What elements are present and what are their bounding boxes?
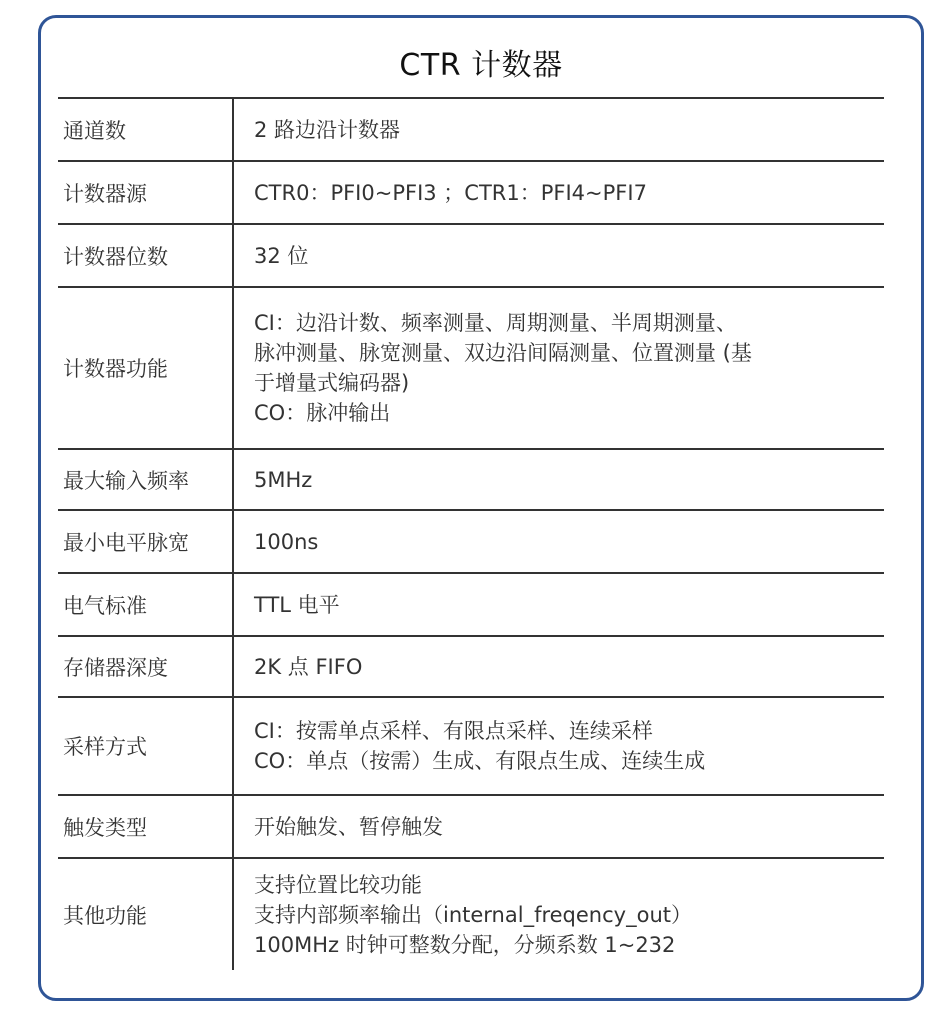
value-line: CO：单点（按需）生成、有限点生成、连续生成 — [254, 749, 706, 773]
row-value — [234, 698, 884, 794]
row-label: 触发类型 — [58, 796, 234, 857]
row-value — [234, 99, 884, 160]
page-title: CTR 计数器 — [399, 48, 563, 83]
value-line: 开始触发、暂停触发 — [254, 814, 443, 839]
row-label: 电气标准 — [58, 574, 234, 635]
row-label: 最小电平脉宽 — [58, 511, 234, 572]
table-row — [58, 635, 884, 696]
table-row — [58, 696, 884, 794]
row-label: 最大输入频率 — [58, 450, 234, 509]
table-row — [58, 857, 884, 970]
table-row — [58, 572, 884, 635]
row-label: 计数器功能 — [58, 288, 234, 448]
table-row — [58, 97, 884, 160]
row-value — [234, 574, 884, 635]
table-row — [58, 448, 884, 509]
value-line: 32 位 — [254, 243, 309, 268]
value-line: 5MHz — [254, 467, 313, 492]
row-value — [234, 511, 884, 572]
table-row — [58, 286, 884, 448]
spec-card — [38, 15, 924, 1001]
value-line: CI：边沿计数、频率测量、周期测量、半周期测量、 — [254, 311, 737, 335]
row-label: 通道数 — [58, 99, 234, 160]
spec-table — [58, 97, 884, 970]
row-value — [234, 637, 884, 696]
value-line: 2K 点 FIFO — [254, 654, 363, 679]
value-line: 支持位置比较功能 — [254, 872, 422, 897]
value-line: 100ns — [254, 529, 319, 554]
row-label: 计数器位数 — [58, 225, 234, 286]
value-line: 于增量式编码器) — [254, 371, 410, 395]
row-label: 计数器源 — [58, 162, 234, 223]
value-line: CO：脉冲输出 — [254, 401, 391, 425]
row-value — [234, 225, 884, 286]
table-row — [58, 794, 884, 857]
row-value — [234, 450, 884, 509]
row-label: 存储器深度 — [58, 637, 234, 696]
row-label: 其他功能 — [58, 859, 234, 970]
table-row — [58, 223, 884, 286]
value-line: 支持内部频率输出（internal_freqency_out） — [254, 902, 692, 927]
value-line: CTR0：PFI0~PFI3 ；CTR1：PFI4~PFI7 — [254, 180, 647, 205]
value-line: 2 路边沿计数器 — [254, 117, 401, 142]
value-line: 100MHz 时钟可整数分配，分频系数 1~232 — [254, 932, 676, 957]
row-value — [234, 796, 884, 857]
row-value — [234, 162, 884, 223]
row-label: 采样方式 — [58, 698, 234, 794]
table-row — [58, 509, 884, 572]
value-line: TTL 电平 — [254, 592, 340, 617]
row-value — [234, 288, 884, 448]
value-line: 脉冲测量、脉宽测量、双边沿间隔测量、位置测量 (基 — [254, 341, 752, 365]
table-row — [58, 160, 884, 223]
row-value — [234, 859, 884, 970]
value-line: CI：按需单点采样、有限点采样、连续采样 — [254, 719, 653, 743]
